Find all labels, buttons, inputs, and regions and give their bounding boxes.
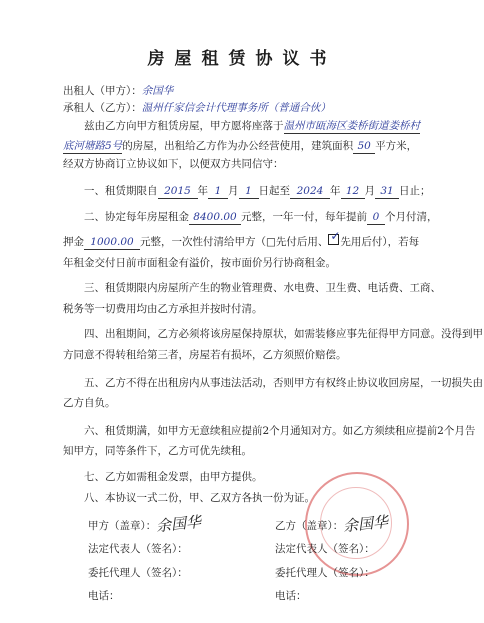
party-b-signature: 余国华 <box>342 512 390 536</box>
clause-2-line-2 <box>63 229 420 250</box>
address-part-2: 底河塘路5号 <box>63 140 123 152</box>
deposit-label: 押金 <box>63 236 84 248</box>
party-b-seal-line <box>275 512 390 536</box>
year-label: 年 <box>330 185 341 197</box>
intro-text-2: 的房屋，出租给乙方作为办公经营使用，建筑面积 <box>122 140 354 152</box>
address-part-1: 温州市瓯海区娄桥街道娄桥村 <box>283 120 420 132</box>
legal-rep-b: 法定代表人（签名）： <box>275 543 375 555</box>
clause-3-line-2: 税务等一切费用均由乙方承担并按时付清。 <box>63 303 263 315</box>
clause-1 <box>84 184 431 199</box>
party-a-signature: 余国华 <box>155 512 203 536</box>
clause-8: 八、本协议一式二份，甲、乙双方各执一份为证。 <box>84 492 315 504</box>
end-month: 12 <box>341 184 365 199</box>
phone-b: 电话： <box>275 590 307 602</box>
clause-1-tail: 日止； <box>399 185 431 197</box>
party-b-label: 乙方（盖章）： <box>275 520 344 532</box>
agent-b: 委托代理人（签名）： <box>275 567 375 579</box>
lessor-line <box>63 84 173 98</box>
start-year: 2015 <box>158 184 198 199</box>
rent-value: 8400.00 <box>189 210 241 225</box>
phone-a: 电话： <box>88 590 120 602</box>
clause-2-line-3: 年租金交付日前市面租金有溢价，按市面价另行协商租金。 <box>63 257 336 269</box>
clause-2-text-a: 二、协定每年房屋租金 <box>84 211 189 223</box>
start-month: 1 <box>208 184 228 199</box>
end-day: 31 <box>375 184 399 199</box>
check-mark-icon: ✓ <box>330 229 341 243</box>
clause-2-line-1 <box>84 210 438 225</box>
intro-text-1: 兹由乙方向甲方租赁房屋，甲方愿将座落于 <box>84 120 284 132</box>
lessor-name: 余国华 <box>141 85 174 97</box>
months-value: 0 <box>367 210 385 225</box>
month-label: 月 <box>364 185 375 197</box>
area-value: 50 <box>353 139 375 154</box>
document-title: 房屋租赁协议书 <box>147 49 337 69</box>
clause-6-line-1: 六、租赁期满，如甲方无意续租应提前2个月通知对方。如乙方须续租应提前2个月告 <box>84 425 476 437</box>
clause-1-text: 一、租赁期限自 <box>84 185 158 197</box>
lessee-label: 承租人（乙方）： <box>63 102 142 114</box>
end-year: 2024 <box>290 184 330 199</box>
clause-5-line-2: 乙方自负。 <box>63 397 116 409</box>
clause-7: 七、乙方如需租金发票，由甲方提供。 <box>84 471 263 483</box>
clause-5-line-1: 五、乙方不得在出租房内从事违法活动，否则甲方有权终止协议收回房屋，一切损失由 <box>84 377 483 389</box>
lessee-line <box>63 101 331 115</box>
clause-4-line-2: 方同意不得转租给第三者，房屋若有损坏，乙方须照价赔偿。 <box>63 349 347 361</box>
clause-2-text-b: 元整，一年一付，每年提前 <box>241 211 367 223</box>
checkbox-checked <box>328 229 341 245</box>
deposit-value: 1000.00 <box>84 235 140 250</box>
until-label: 日起至 <box>258 185 290 197</box>
year-label: 年 <box>197 185 208 197</box>
clause-2-text-c: 个月付清， <box>385 211 438 223</box>
clause-4-line-1: 四、出租期间，乙方必须将该房屋保持原状，如需装修应事先征得甲方同意。没得到甲 <box>84 328 483 340</box>
lessee-name: 温州仟家信会计代理事务所（普通合伙） <box>141 102 331 114</box>
start-day: 1 <box>239 184 259 199</box>
clause-3-line-1: 三、租赁期限内房屋所产生的物业管理费、水电费、卫生费、电话费、工商、 <box>84 282 441 294</box>
party-a-label: 甲方（盖章）： <box>88 520 157 532</box>
clause-2-text-e: 元整，一次性付清给甲方（□先付后用、 <box>140 236 329 248</box>
agent-a: 委托代理人（签名）： <box>88 567 188 579</box>
intro-line-2 <box>63 139 417 154</box>
intro-text-3: 平方米， <box>375 140 418 152</box>
clause-6-line-2: 知甲方，同等条件下，乙方可优先续租。 <box>63 445 252 457</box>
party-a-seal-line <box>88 512 203 536</box>
intro-line-3: 经双方协商订立协议如下，以便双方共同信守： <box>63 158 284 170</box>
month-label: 月 <box>228 185 239 197</box>
legal-rep-a: 法定代表人（签名）： <box>88 543 188 555</box>
intro-line-1 <box>84 119 420 134</box>
clause-2-text-f: 先用后付），若每 <box>340 236 420 248</box>
lessor-label: 出租人（甲方）： <box>63 85 142 97</box>
